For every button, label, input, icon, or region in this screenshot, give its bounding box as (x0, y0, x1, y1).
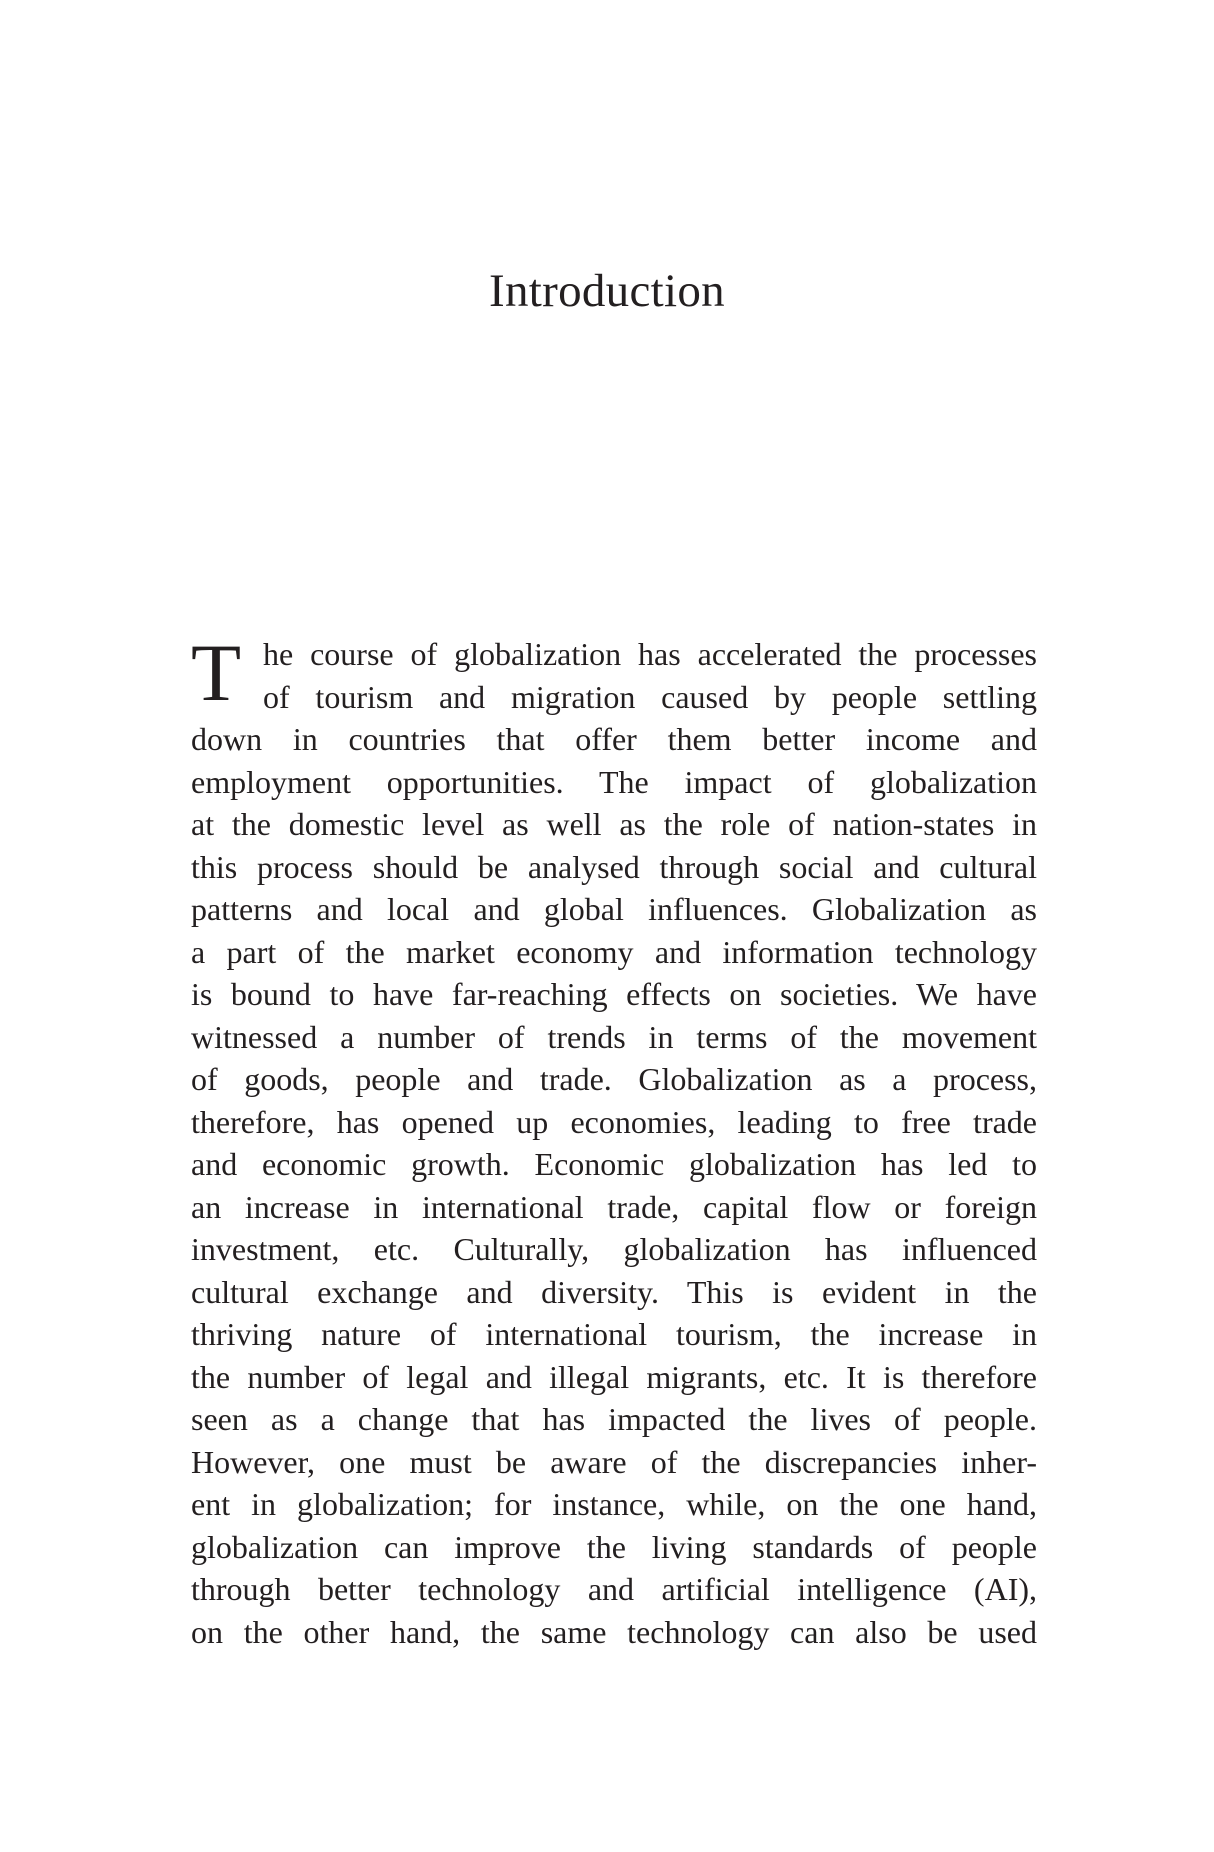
text-line: investment, etc. Culturally, globalization has influenced (191, 1231, 1037, 1267)
text-line: ent in globalization; for instance, while, on the one hand, (191, 1486, 1037, 1522)
body-paragraph (191, 627, 1037, 1653)
text-line: through better technology and artificial intelligence (AI), (191, 1571, 1037, 1607)
drop-cap: T (191, 627, 242, 718)
text-line: is bound to have far-reaching effects on societies. We have (191, 976, 1037, 1012)
text-line: cultural exchange and diversity. This is evident in the (191, 1273, 1037, 1310)
text-line: a part of the market economy and information technology (191, 933, 1037, 970)
text-line: and economic growth. Economic globalization has led to (191, 1146, 1037, 1182)
text-line: he course of globalization has accelerated the processes (263, 636, 1037, 672)
text-line: patterns and local and global influences. Globalization as (191, 891, 1037, 927)
text-line: the number of legal and illegal migrants, etc. It is therefore (191, 1358, 1037, 1395)
text-line: globalization can improve the living standards of people (191, 1528, 1037, 1565)
text-line: down in countries that offer them better income and (191, 721, 1037, 757)
text-line: on the other hand, the same technology can also be used (191, 1613, 1037, 1650)
text-line: thriving nature of international tourism, the increase in (191, 1316, 1037, 1352)
text-line: at the domestic level as well as the role of nation-states in (191, 806, 1037, 842)
text-line: an increase in international trade, capital flow or foreign (191, 1188, 1037, 1225)
text-line: seen as a change that has impacted the lives of people. (191, 1401, 1037, 1437)
text-line: employment opportunities. The impact of globalization (191, 763, 1037, 800)
text-line: However, one must be aware of the discrepancies inher- (191, 1443, 1037, 1480)
text-line: this process should be analysed through social and cultural (191, 848, 1037, 885)
text-line: witnessed a number of trends in terms of the movement (191, 1018, 1037, 1055)
chapter-title: Introduction (489, 265, 725, 317)
text-line: of goods, people and trade. Globalization as a process, (191, 1061, 1037, 1097)
text-line: therefore, has opened up economies, leading to free trade (191, 1103, 1037, 1140)
text-line: of tourism and migration caused by people settling (263, 678, 1037, 715)
